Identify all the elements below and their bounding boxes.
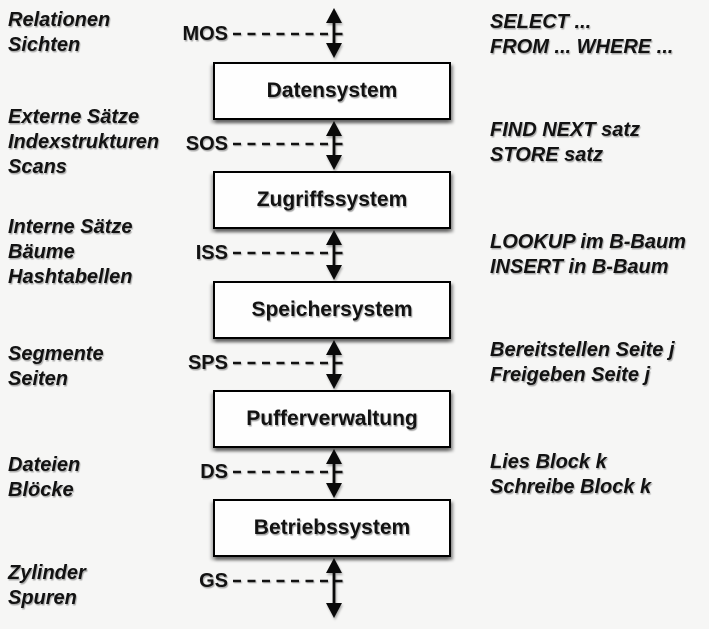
label-line: Bereitstellen Seite j bbox=[490, 339, 675, 361]
label-line: Indexstrukturen bbox=[8, 131, 160, 153]
layer-box-datensystem: Datensystem bbox=[213, 62, 451, 120]
double-arrow-icon bbox=[319, 8, 349, 58]
label-line: Bäume bbox=[8, 241, 75, 263]
layer-box-zugriffssystem: Zugriffssystem bbox=[213, 171, 451, 229]
interface-label-iss: ISS bbox=[195, 241, 228, 264]
label-line: LOOKUP im B-Baum bbox=[490, 231, 686, 253]
label-line: STORE satz bbox=[490, 144, 603, 166]
interface-label-ds: DS bbox=[200, 460, 228, 483]
right-label-lookup bbox=[490, 230, 686, 280]
label-line: Relationen bbox=[8, 9, 111, 31]
label-line: Seiten bbox=[8, 368, 69, 390]
label-line: Zylinder bbox=[8, 562, 86, 584]
interface-label-sps: SPS bbox=[187, 351, 228, 374]
right-label-find-next bbox=[490, 118, 640, 168]
interface-row-mos bbox=[0, 21, 347, 47]
label-line: Sichten bbox=[8, 34, 81, 56]
double-arrow-icon bbox=[319, 340, 349, 389]
interface-row-iss bbox=[0, 240, 347, 266]
interface-label-mos: MOS bbox=[182, 22, 228, 45]
label-line: SELECT ... bbox=[490, 11, 592, 33]
label-line: Interne Sätze bbox=[8, 216, 133, 238]
label-line: Freigeben Seite j bbox=[490, 364, 651, 386]
label-line: Hashtabellen bbox=[8, 266, 133, 288]
right-label-bereitstellen bbox=[490, 338, 675, 388]
label-line: Scans bbox=[8, 156, 67, 178]
right-label-select bbox=[490, 10, 673, 60]
double-arrow-icon bbox=[319, 230, 349, 280]
label-line: Lies Block k bbox=[490, 451, 607, 473]
layer-box-pufferverwaltung: Pufferverwaltung bbox=[213, 390, 451, 448]
layer-box-betriebssystem: Betriebssystem bbox=[213, 499, 451, 557]
interface-row-ds bbox=[0, 459, 347, 485]
label-line: Spuren bbox=[8, 587, 77, 609]
double-arrow-icon bbox=[319, 449, 349, 498]
right-label-lies-block bbox=[490, 450, 651, 500]
interface-row-sps bbox=[0, 350, 347, 376]
interface-label-sos: SOS bbox=[185, 132, 228, 155]
label-line: INSERT in B-Baum bbox=[490, 256, 669, 278]
double-arrow-icon bbox=[319, 121, 349, 170]
label-line: Blöcke bbox=[8, 479, 74, 501]
label-line: FROM ... WHERE ... bbox=[490, 36, 674, 58]
label-line: Dateien bbox=[8, 454, 81, 476]
interface-row-sos bbox=[0, 131, 347, 157]
layer-box-speichersystem: Speichersystem bbox=[213, 281, 451, 339]
label-line: Externe Sätze bbox=[8, 106, 140, 128]
interface-row-gs bbox=[0, 568, 347, 594]
label-line: FIND NEXT satz bbox=[490, 119, 641, 141]
label-line: Segmente bbox=[8, 343, 104, 365]
label-line: Schreibe Block k bbox=[490, 476, 652, 498]
double-arrow-icon bbox=[319, 558, 349, 618]
interface-label-gs: GS bbox=[199, 569, 228, 592]
